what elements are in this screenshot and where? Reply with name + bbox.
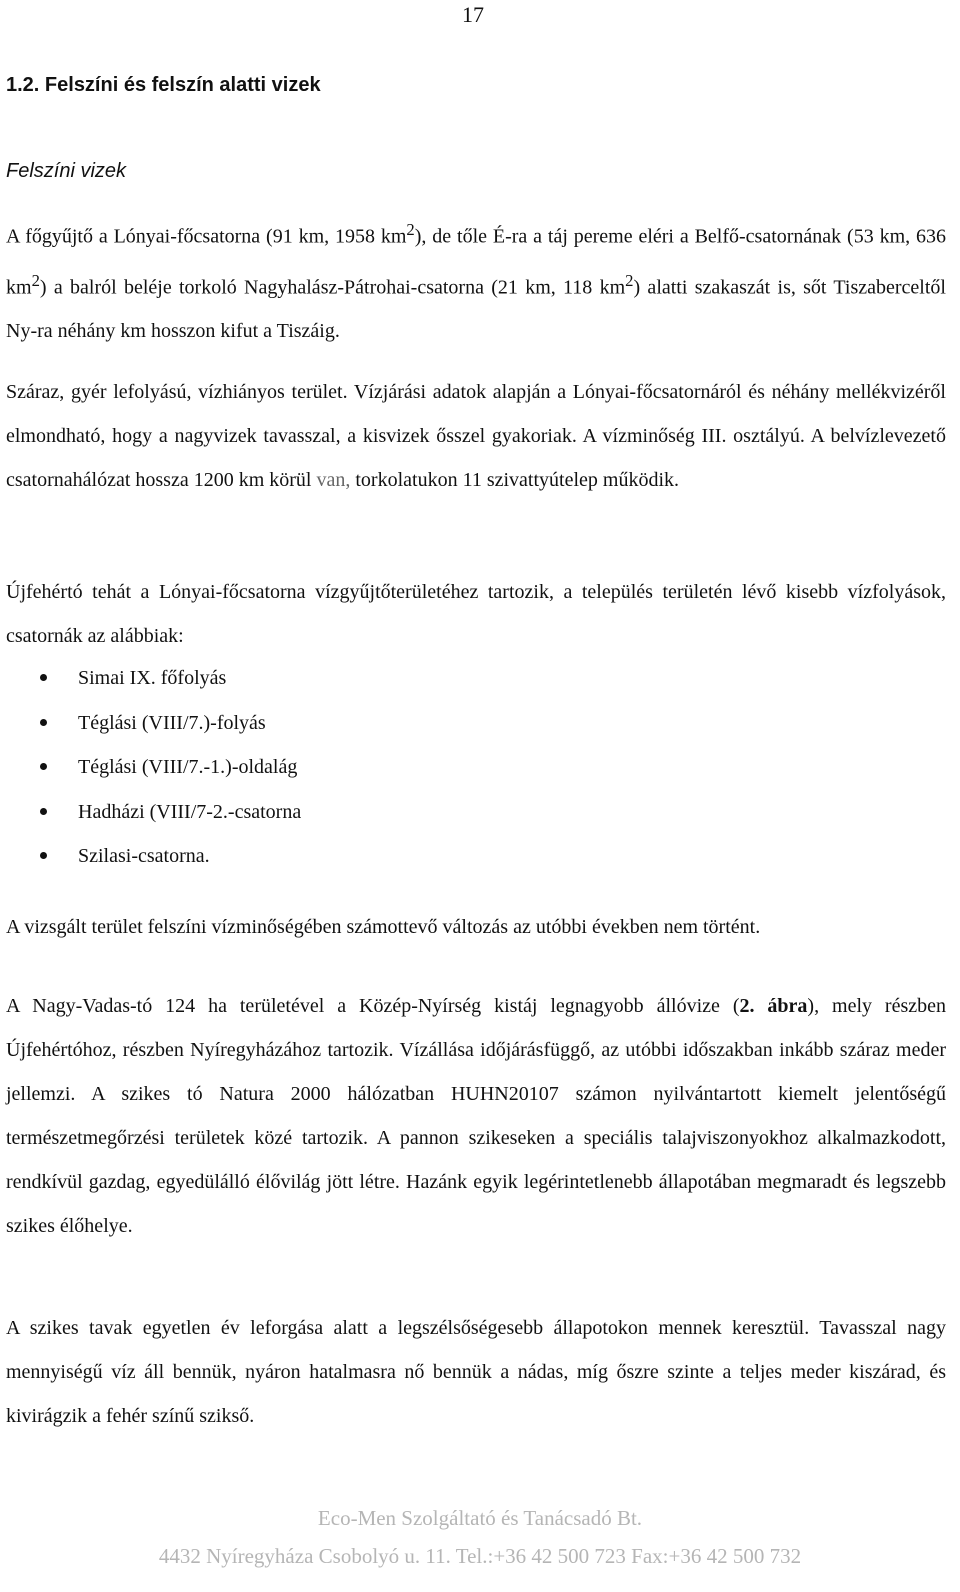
p2-text-a: Száraz, gyér lefolyású, vízhiányos terület. Vízjárási adatok alapján a Lónyai-főcsatornáról és néhány mellékvizéről elmondható, hogy a nagyvizek tavasszal, a kisvizek ősszel gyakoriak. A vízminőség III. osztályú. A belvízlevezető csatornahálózat hossza 1200 km körül bbox=[6, 381, 946, 491]
paragraph-watercourses-intro: Újfehértó tehát a Lónyai-főcsatorna vízgyűjtőterületéhez tartozik, a település területén lévő kisebb vízfolyások, csatornák az alábbiak: bbox=[6, 581, 946, 647]
list-item bbox=[6, 790, 301, 835]
bullet-icon bbox=[40, 852, 47, 859]
bullet-icon bbox=[40, 763, 47, 770]
footer-address: 4432 Nyíregyháza Csobolyó u. 11. Tel.:+36 42 500 723 Fax:+36 42 500 732 bbox=[158, 1544, 802, 1568]
list-item-label: Simai IX. főfolyás bbox=[78, 667, 227, 689]
p2-text-b: van, bbox=[316, 469, 351, 491]
list-item bbox=[6, 701, 301, 746]
p1-text-d: ) alatti szakaszát is, sőt Tiszaberceltől Ny-ra néhány km hosszon kifut a Tiszáig. bbox=[6, 276, 946, 343]
list-item-label: Téglási (VIII/7.)-folyás bbox=[78, 711, 266, 734]
list-item-label: Hadházi (VIII/7-2.-csatorna bbox=[78, 800, 302, 823]
paragraph-nagy-vadas-lake bbox=[6, 984, 946, 1248]
p1-text-b: ), de tőle É-ra a táj pereme eléri a Belfő-csatornának (53 km, 636 km bbox=[6, 225, 946, 299]
list-item bbox=[6, 656, 301, 701]
page-number: 17 bbox=[462, 2, 484, 27]
paragraph-dry-area bbox=[6, 370, 946, 502]
watercourse-list bbox=[6, 656, 301, 879]
subheading: Felszíni vizek bbox=[6, 160, 127, 182]
p1-sup-1: 2 bbox=[406, 220, 415, 239]
paragraph-water-quality: A vizsgált terület felszíni vízminőségében számottevő változás az utóbbi években nem történt. bbox=[6, 916, 761, 938]
p1-sup-3: 2 bbox=[625, 270, 634, 290]
list-item bbox=[6, 745, 301, 790]
paragraph-main-canal bbox=[6, 208, 946, 353]
paragraph-saline-lakes: A szikes tavak egyetlen év leforgása alatt a legszélsőségesebb állapotokon mennek keresztül. Tavasszal nagy mennyiségű víz áll bennük, nyáron hatalmasra nő bennük a nádas, míg őszre szinte a teljes meder kiszárad, és kivirágzik a fehér színű szikső. bbox=[6, 1317, 946, 1427]
list-item-label: Szilasi-csatorna. bbox=[78, 845, 210, 867]
bullet-icon bbox=[40, 674, 47, 681]
p5-text-b: ), mely részben Újfehértóhoz, részben Nyíregyházához tartozik. Vízállása időjárásfüggő, az utóbbi időszakban inkább száraz meder jellemzi. A szikes tó Natura 2000 hálózatban HUHN20107 számon nyilvántartott kiemelt jelentőségű természetmegőrzési területek közé tartozik. A pannon szikeseken a speciális talajviszonyokhoz alkalmazkodott, rendkívül gazdag, egyedülálló élővilág jött létre. Hazánk egyik legérintetlenebb állapotában megmaradt és legszebb szikes élőhelye. bbox=[6, 995, 946, 1237]
section-heading: 1.2. Felszíni és felszín alatti vizek bbox=[6, 74, 321, 96]
p1-text-a: A főgyűjtő a Lónyai-főcsatorna (91 km, 1958 km bbox=[6, 225, 407, 248]
p1-text-c: ) a balról beléje torkoló Nagyhalász-Pátrohai-csatorna (21 km, 118 km bbox=[39, 276, 626, 299]
p2-text-c: torkolatukon 11 szivattyútelep működik. bbox=[355, 469, 680, 491]
figure-reference: 2. ábra bbox=[739, 995, 808, 1017]
bullet-icon bbox=[40, 719, 47, 726]
bullet-icon bbox=[40, 808, 47, 815]
p5-text-a: A Nagy-Vadas-tó 124 ha területével a Közép-Nyírség kistáj legnagyobb állóvize ( bbox=[6, 995, 740, 1017]
list-item-label: Téglási (VIII/7.-1.)-oldalág bbox=[78, 756, 298, 778]
list-item bbox=[6, 834, 301, 879]
footer-company: Eco-Men Szolgáltató és Tanácsadó Bt. bbox=[317, 1506, 643, 1530]
p1-sup-2: 2 bbox=[31, 270, 40, 290]
